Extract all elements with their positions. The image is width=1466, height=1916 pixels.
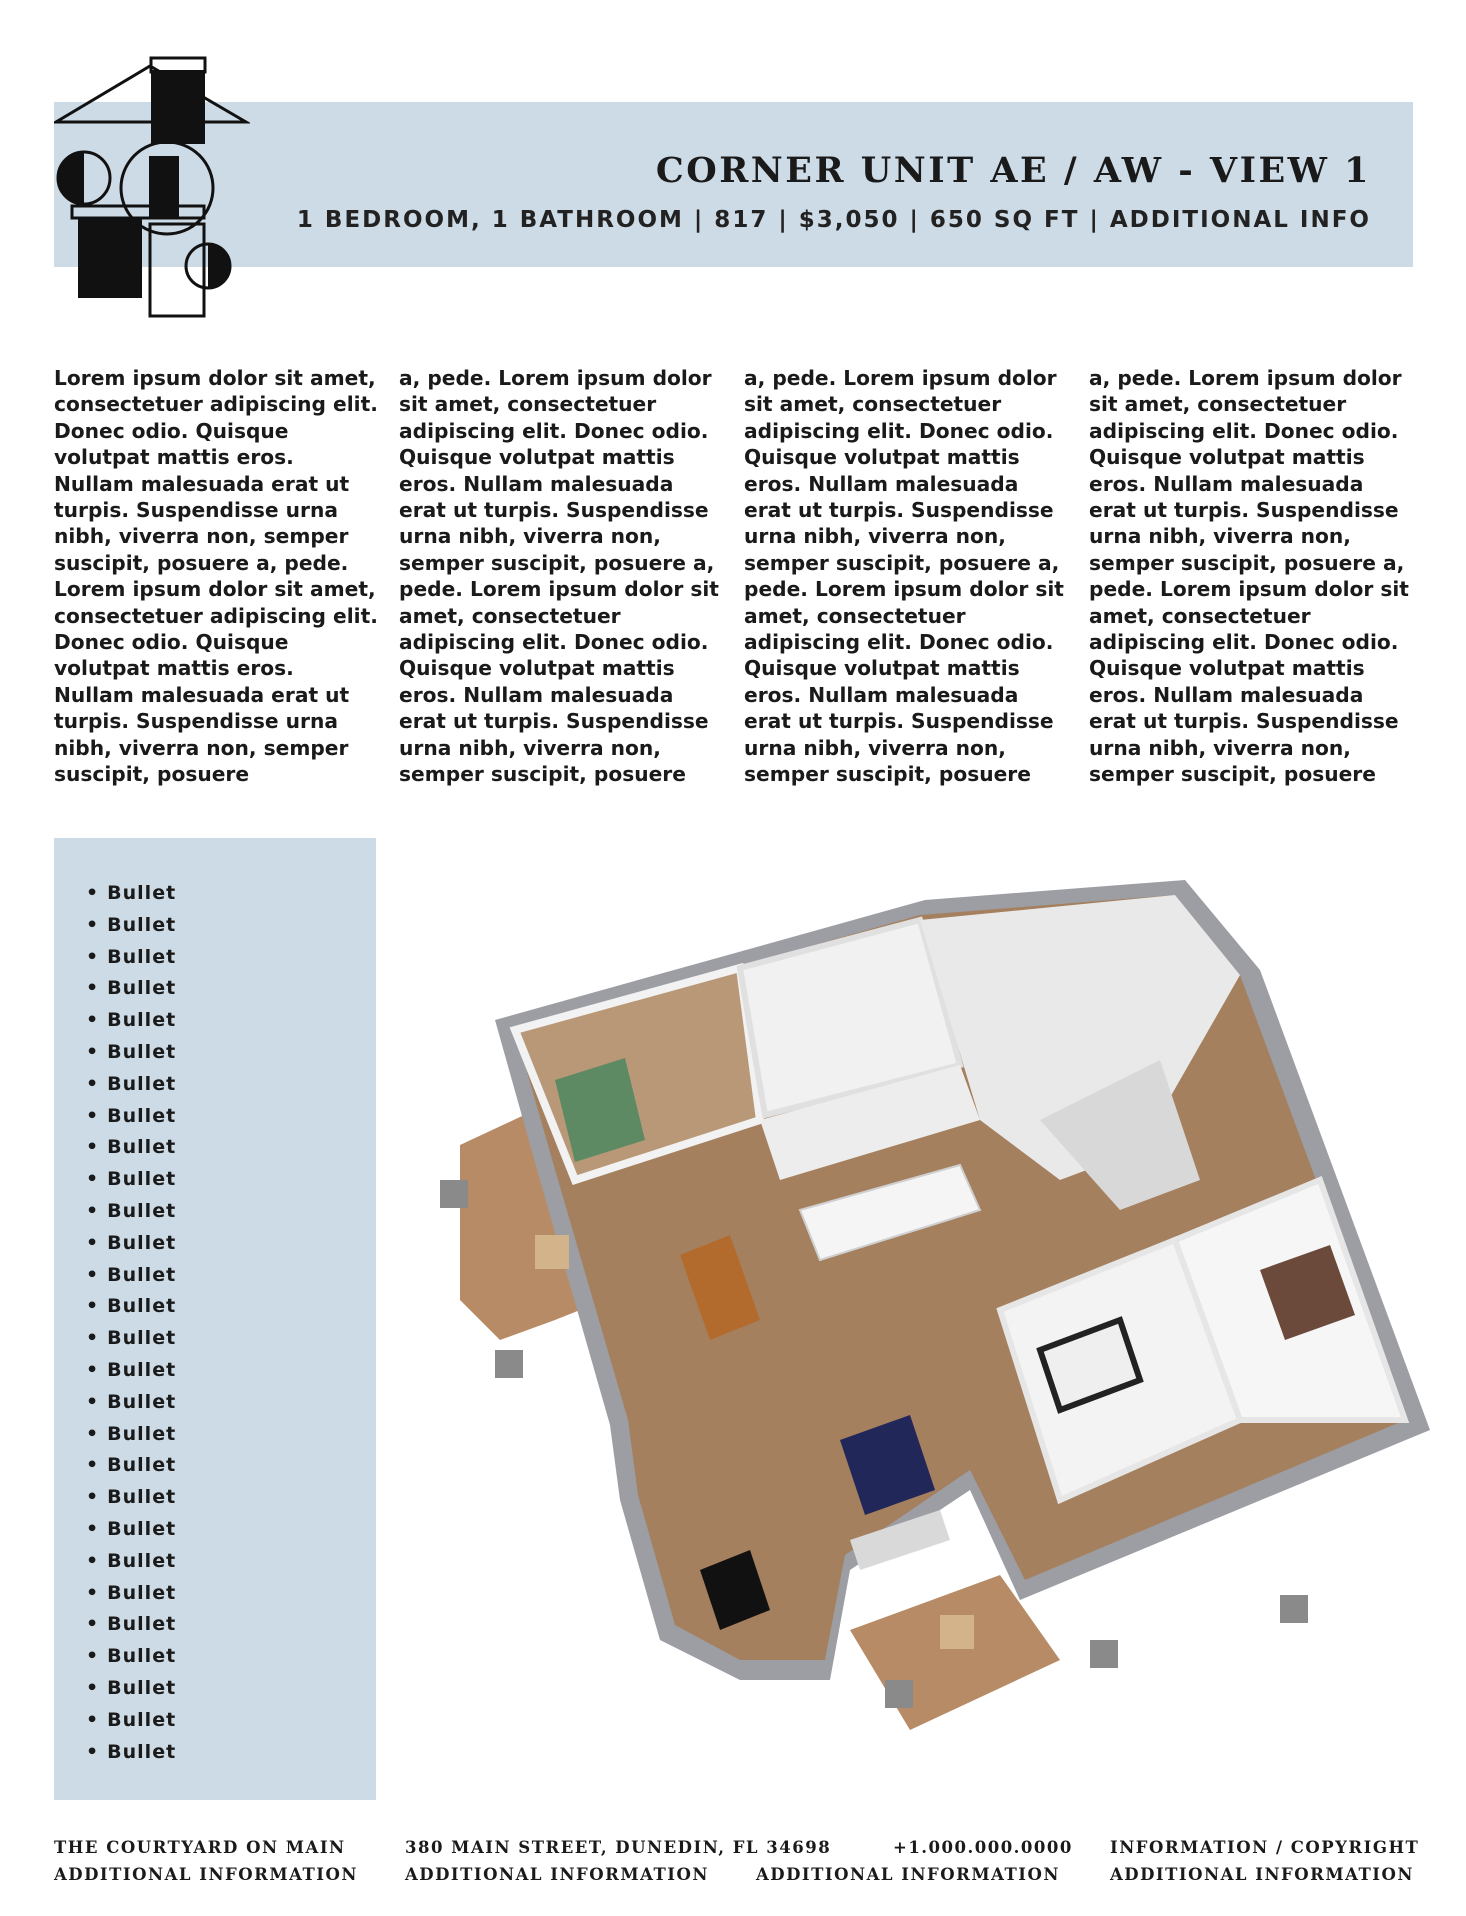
bullet-text: Bullet [107,1104,177,1127]
bullet-item [86,942,176,974]
bullet-item [86,1260,176,1292]
bullet-item [86,1101,176,1133]
floor-plan-render [440,880,1440,1780]
patio-table [940,1615,974,1649]
footer-copyright [1110,1834,1419,1888]
bullet-text: Bullet [107,1009,177,1032]
bullet-item [86,1609,176,1641]
paragraph: a, pede. Lorem ipsum dolor sit amet, consectetuer adipiscing elit. Donec odio. Quisque volutpat mattis eros. Nullam malesuada erat ut turpis. Suspendisse urna nibh, viverra non, semper suscipit, posuere a, pede. Lorem ipsum dolor sit amet, consectetuer adipiscing elit. Donec odio. Quisque volutpat mattis eros. Nullam malesuada erat ut turpis. Suspendisse urna nibh, viverra non, semper suscipit, posuere [399,366,719,787]
planter [885,1680,913,1708]
body-text-columns [54,365,1414,785]
bullet-marker: • [86,1295,100,1318]
bullet-marker: • [86,1645,100,1668]
bullet-text: Bullet [107,1549,177,1572]
bullet-marker: • [86,1327,100,1350]
bullet-item [86,1228,176,1260]
bullet-text: Bullet [107,1263,177,1286]
bullet-text: Bullet [107,1136,177,1159]
bullet-item [86,1037,176,1069]
footer-line: ADDITIONAL INFORMATION [54,1865,358,1884]
text-column-1 [54,365,379,788]
bullet-marker: • [86,1168,100,1191]
bullet-item [86,1291,176,1323]
footer-phone [893,1834,1073,1861]
planter [1280,1595,1308,1623]
bullet-text: Bullet [107,1040,177,1063]
bullet-item [86,1673,176,1705]
bullet-item [86,1387,176,1419]
bullet-marker: • [86,1422,100,1445]
bullet-marker: • [86,1263,100,1286]
bullet-item [86,1450,176,1482]
bullet-item [86,1578,176,1610]
bullet-marker: • [86,1486,100,1509]
paragraph: a, pede. Lorem ipsum dolor sit amet, consectetuer adipiscing elit. Donec odio. Quisque volutpat mattis eros. Nullam malesuada erat ut turpis. Suspendisse urna nibh, viverra non, semper suscipit, posuere a, pede. Lorem ipsum dolor sit amet, consectetuer adipiscing elit. Donec odio. Quisque volutpat mattis eros. Nullam malesuada erat ut turpis. Suspendisse urna nibh, viverra non, semper suscipit, posuere [1089,366,1409,787]
bullet-marker: • [86,1581,100,1604]
bullet-marker: • [86,1676,100,1699]
bullet-list [86,878,176,1768]
footer-line: +1.000.000.0000 [893,1838,1073,1857]
bullet-item [86,878,176,910]
footer-line: ADDITIONAL INFORMATION [1110,1865,1414,1884]
footer-line: ADDITIONAL INFORMATION [405,1865,709,1884]
bullet-marker: • [86,1454,100,1477]
bullet-text: Bullet [107,1740,177,1763]
unit-summary: 1 BEDROOM, 1 BATHROOM | 817 | $3,050 | 650 SQ FT | ADDITIONAL INFO [296,207,1371,233]
bullet-item [86,1196,176,1228]
bullet-text: Bullet [107,1231,177,1254]
bullet-text: Bullet [107,1358,177,1381]
bullet-marker: • [86,1009,100,1032]
bullet-text: Bullet [107,977,177,1000]
bullet-text: Bullet [107,1168,177,1191]
bullet-item [86,1419,176,1451]
bullet-text: Bullet [107,1327,177,1350]
bullet-marker: • [86,1358,100,1381]
logo-graphic [54,56,250,320]
bullet-marker: • [86,1613,100,1636]
bullet-marker: • [86,945,100,968]
page-title: CORNER UNIT AE / AW - VIEW 1 [655,150,1371,191]
bullet-marker: • [86,1549,100,1572]
bullet-text: Bullet [107,1486,177,1509]
bullet-item [86,1705,176,1737]
bullet-item [86,1132,176,1164]
bullet-marker: • [86,977,100,1000]
bullet-item [86,910,176,942]
bullet-item [86,1164,176,1196]
bullet-marker: • [86,1104,100,1127]
bullet-text: Bullet [107,1295,177,1318]
bullet-item [86,1737,176,1769]
text-column-3 [744,365,1069,788]
bullet-text: Bullet [107,1613,177,1636]
bullet-marker: • [86,1231,100,1254]
paragraph: a, pede. Lorem ipsum dolor sit amet, consectetuer adipiscing elit. Donec odio. Quisque volutpat mattis eros. Nullam malesuada erat ut turpis. Suspendisse urna nibh, viverra non, semper suscipit, posuere a, pede. Lorem ipsum dolor sit amet, consectetuer adipiscing elit. Donec odio. Quisque volutpat mattis eros. Nullam malesuada erat ut turpis. Suspendisse urna nibh, viverra non, semper suscipit, posuere [744,366,1064,787]
bullet-marker: • [86,1072,100,1095]
bullet-marker: • [86,1390,100,1413]
footer-additional [756,1861,1060,1888]
bullet-text: Bullet [107,1517,177,1540]
bullet-marker: • [86,1136,100,1159]
bullet-text: Bullet [107,913,177,936]
footer-line: THE COURTYARD ON MAIN [54,1838,346,1857]
bullet-marker: • [86,1199,100,1222]
bullet-item [86,1641,176,1673]
bullet-item [86,1005,176,1037]
bullet-text: Bullet [107,1454,177,1477]
planter [440,1180,468,1208]
text-column-4 [1089,365,1414,788]
bullet-marker: • [86,1040,100,1063]
bullet-text: Bullet [107,1422,177,1445]
bullet-item [86,1482,176,1514]
feature-sidebar [54,838,376,1800]
bullet-text: Bullet [107,1199,177,1222]
bullet-text: Bullet [107,945,177,968]
paragraph: Lorem ipsum dolor sit amet, consectetuer adipiscing elit. Donec odio. Quisque volutpat mattis eros. Nullam malesuada erat ut turpis. Suspendisse urna nibh, viverra non, semper suscipit, posuere a, pede. Lorem ipsum dolor sit amet, consectetuer adipiscing elit. Donec odio. Quisque volutpat mattis eros. Nullam malesuada erat ut turpis. Suspendisse urna nibh, viverra non, semper suscipit, posuere [54,366,378,787]
bullet-text: Bullet [107,1676,177,1699]
bullet-item [86,1069,176,1101]
bullet-marker: • [86,1517,100,1540]
bullet-marker: • [86,1740,100,1763]
bullet-item [86,1355,176,1387]
bullet-text: Bullet [107,1581,177,1604]
footer-line: INFORMATION / COPYRIGHT [1110,1838,1420,1857]
planter [495,1350,523,1378]
footer-line: ADDITIONAL INFORMATION [756,1865,1060,1884]
bullet-marker: • [86,882,100,904]
bullet-marker: • [86,1708,100,1731]
planter [1090,1640,1118,1668]
patio-table [535,1235,569,1269]
text-column-2 [399,365,724,788]
deck-bottom [850,1575,1060,1730]
bullet-text: Bullet [107,1390,177,1413]
bullet-marker: • [86,913,100,936]
bullet-text: Bullet [107,1645,177,1668]
footer-property [54,1834,358,1888]
bullet-text: Bullet [107,1708,177,1731]
bullet-item [86,973,176,1005]
bullet-item [86,1514,176,1546]
bullet-text: Bullet [107,882,177,904]
bullet-item [86,1546,176,1578]
bullet-item [86,1323,176,1355]
bullet-text: Bullet [107,1072,177,1095]
footer-line: 380 MAIN STREET, DUNEDIN, FL 34698 [405,1838,832,1857]
